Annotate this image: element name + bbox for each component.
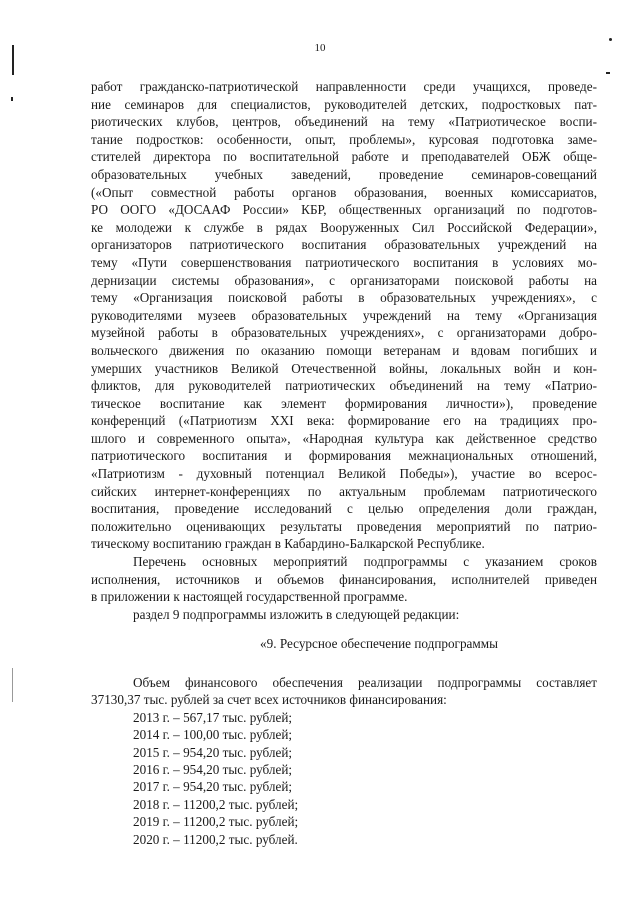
funding-year-item: 2019 г. – 11200,2 тыс. рублей;	[133, 814, 299, 830]
text-line: воспитания, проведение исследований с целью определения доли граждан,	[91, 501, 597, 517]
text-line: тему «Пути совершенствования патриотического воспитания в условиях мо-	[91, 254, 597, 270]
finance-section	[91, 674, 597, 848]
funding-year-item: 2014 г. – 100,00 тыс. рублей;	[133, 727, 293, 743]
funding-year-list	[91, 709, 597, 848]
finance-intro-line: 37130,37 тыс. рублей за счет всех источников финансирования:	[91, 692, 447, 708]
text-line: исполнения, источников и объемов финансирования, исполнителей приведен	[91, 571, 597, 587]
instruction-line: раздел 9 подпрограммы изложить в следующей редакции:	[133, 606, 460, 622]
section-heading: «9. Ресурсное обеспечение подпрограммы	[260, 636, 498, 651]
page-number: 10	[314, 42, 326, 54]
finance-intro-line: Объем финансового обеспечения реализации подпрограммы составляет	[133, 675, 597, 690]
text-line: руководителями музеев образовательных учреждений на тему «Организация	[91, 307, 597, 323]
text-line: музейной работы в образовательных учреждениях», с организаторами добро-	[91, 325, 597, 341]
funding-year-item: 2017 г. – 954,20 тыс. рублей;	[133, 779, 293, 795]
text-line: тание подростков: особенности, опыт, проблемы», курсовая подготовка заме-	[91, 131, 597, 147]
funding-year-item: 2020 г. – 11200,2 тыс. рублей.	[133, 831, 298, 847]
text-line: Перечень основных мероприятий подпрограммы с указанием сроков	[133, 554, 597, 570]
text-line: умерших участников Великой Отечественной войны, локальных войн и кон-	[91, 360, 597, 376]
text-line: положительно оценивающих результаты проведения мероприятий по патрио-	[91, 518, 597, 534]
text-line: стителей директора по воспитательной работе и преподавателей ОБЖ обще-	[91, 149, 597, 165]
text-line: работ гражданско-патриотической направленности среди учащихся, проведе-	[91, 79, 597, 94]
funding-year-item: 2013 г. – 567,17 тыс. рублей;	[133, 709, 293, 725]
text-line: в приложении к настоящей государственной программе.	[91, 589, 408, 605]
text-line: фликтов, для руководителей патриотических объединений на тему «Патрио-	[91, 378, 597, 394]
funding-year-item: 2015 г. – 954,20 тыс. рублей;	[133, 744, 293, 760]
funding-year-item: 2016 г. – 954,20 тыс. рублей;	[133, 762, 293, 778]
text-line: вольческого движения по оказанию помощи ветеранам и вдовам погибших и	[91, 342, 597, 358]
text-line: РО ООГО «ДОСААФ России» КБР, общественных организаций по подготов-	[91, 202, 597, 218]
text-line: тическому воспитанию граждан в Кабардино-Балкарской Республике.	[91, 536, 485, 552]
text-line: «Патриотизм - духовный потенциал Великой Победы»), участие во всерос-	[91, 466, 597, 482]
text-line: организаторов патриотического воспитания образовательных учреждений на	[91, 237, 597, 253]
text-line: («Опыт совместной работы органов образования, военных комиссариатов,	[91, 184, 597, 200]
text-line: образовательных учебных заведений, проведение семинаров-совещаний	[91, 166, 597, 182]
text-line: тическое воспитание как элемент формирования личности»), проведение	[91, 395, 597, 411]
text-line: шлого и современного опыта», «Народная культура как действенное средство	[91, 430, 597, 446]
text-line: тему «Организация поисковой работы в образовательных учреждениях», с	[91, 290, 597, 306]
text-line: конференций («Патриотизм XXI века: формирование его на традициях про-	[91, 413, 597, 429]
text-line: дернизации системы образования», с организаторами поисковой работы на	[91, 272, 597, 288]
text-line: ние семинаров для специалистов, руководителей детских, подростковых пат-	[91, 96, 597, 112]
text-line: риотических клубов, центров, объединений на тему «Патриотическое воспи-	[91, 114, 597, 130]
scan-mark	[12, 668, 13, 702]
scan-mark	[606, 72, 610, 74]
text-line: ке молодежи к службе в рядах Вооруженных Сил Российской Федерации»,	[91, 219, 597, 235]
text-line: патриотического воспитания и формирования межнациональных отношений,	[91, 448, 597, 464]
scan-mark	[609, 38, 612, 41]
scan-mark	[11, 97, 13, 101]
body-text	[91, 78, 597, 623]
funding-year-item: 2018 г. – 11200,2 тыс. рублей;	[133, 796, 299, 812]
text-line: сийских интернет-конференциях по актуальным проблемам патриотического	[91, 483, 597, 499]
